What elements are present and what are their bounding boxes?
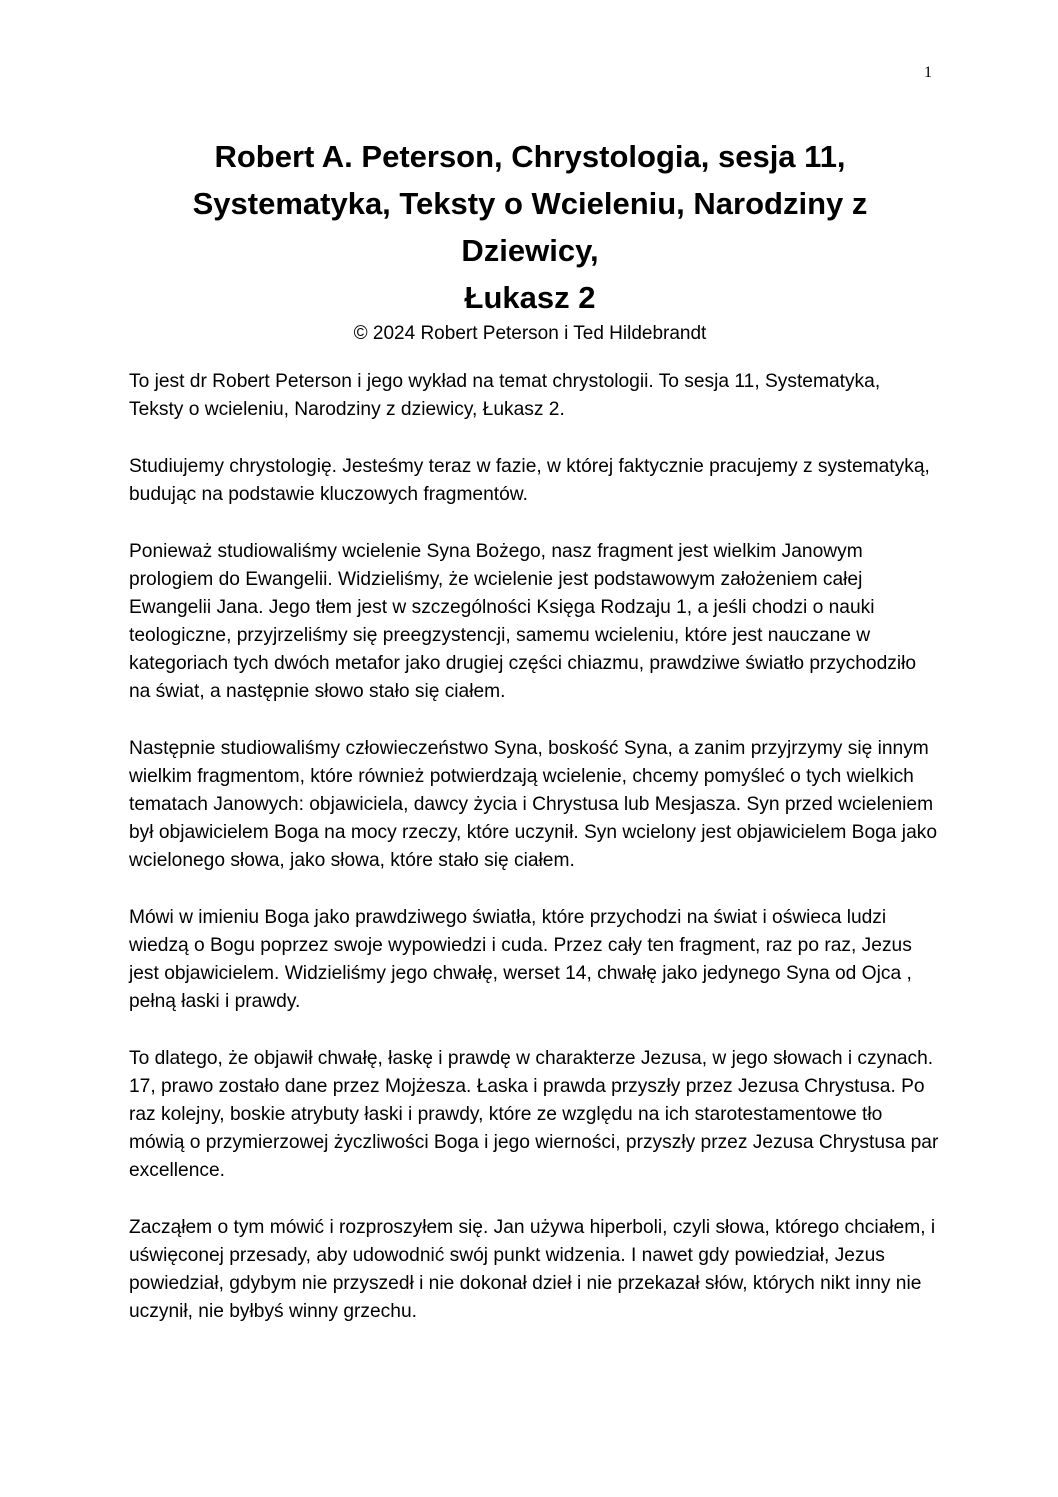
document-title (130, 133, 930, 321)
title-line-2: Systematyka, Teksty o Wcieleniu, Narodziny z (192, 186, 868, 221)
copyright-line: © 2024 Robert Peterson i Ted Hildebrandt (353, 323, 707, 344)
title-line-1: Robert A. Peterson, Chrystologia, sesja 11, (214, 139, 846, 174)
paragraph: To dlatego, że objawił chwałę, łaskę i prawdę w charakterze Jezusa, w jego słowach i czynach. 17, prawo zostało dane przez Mojżesza. Łaska i prawda przyszły przez Jezusa Chrystusa. Po raz kolejny, boskie atrybuty łaski i prawdy, które ze względu na ich starotestamentowe tło mówią o przymierzowej życzliwości Boga i jego wierności, przyszły przez Jezusa Chrystusa par excellence. (129, 1048, 939, 1181)
paragraph: Zacząłem o tym mówić i rozproszyłem się. Jan używa hiperboli, czyli słowa, którego chciałem, i uświęconej przesady, aby udowodnić swój punkt widzenia. I nawet gdy powiedział, Jezus powiedział, gdybym nie przyszedł i nie dokonał dzieł i nie przekazał słów, których nikt inny nie uczynił, nie byłbyś winny grzechu. (129, 1217, 936, 1322)
paragraph: Ponieważ studiowaliśmy wcielenie Syna Bożego, nasz fragment jest wielkim Janowym prologiem do Ewangelii. Widzieliśmy, że wcielenie jest podstawowym założeniem całej Ewangelii Jana. Jego tłem jest w szczególności Księga Rodzaju 1, a jeśli chodzi o nauki teologiczne, przyjrzeliśmy się preegzystencji, samemu wcieleniu, które jest nauczane w kategoriach tych dwóch metafor jako drugiej części chiazmu, prawdziwe światło przychodziło na świat, a następnie słowo stało się ciałem. (129, 541, 917, 702)
paragraph: Mówi w imieniu Boga jako prawdziwego światła, które przychodzi na świat i oświeca ludzi wiedzą o Bogu poprzez swoje wypowiedzi i cuda. Przez cały ten fragment, raz po raz, Jezus jest objawicielem. Widzieliśmy jego chwałę, werset 14, chwałę jako jedynego Syna od Ojca , pełną łaski i prawdy. (129, 907, 912, 1012)
paragraph: Studiujemy chrystologię. Jesteśmy teraz w fazie, w której faktycznie pracujemy z systematyką, budując na podstawie kluczowych fragmentów. (129, 456, 930, 505)
page-number: 1 (924, 64, 932, 81)
title-block (130, 133, 930, 347)
paragraph: Następnie studiowaliśmy człowieczeństwo Syna, boskość Syna, a zanim przyjrzymy się innym wielkim fragmentom, które również potwierdzają wcielenie, chcemy pomyśleć o tych wielkich tematach Janowych: objawiciela, dawcy życia i Chrystusa lub Mesjasza. Syn przed wcieleniem był objawicielem Boga na mocy rzeczy, które uczynił. Syn wcielony jest objawicielem Boga jako wcielonego słowa, jako słowa, które stało się ciałem. (129, 738, 938, 871)
title-line-3: Dziewicy, (461, 233, 599, 268)
title-line-4: Łukasz 2 (464, 280, 596, 315)
body-text (129, 368, 939, 1355)
paragraph: To jest dr Robert Peterson i jego wykład na temat chrystologii. To sesja 11, Systematyka, Teksty o wcieleniu, Narodziny z dziewicy, Łukasz 2. (129, 371, 881, 420)
